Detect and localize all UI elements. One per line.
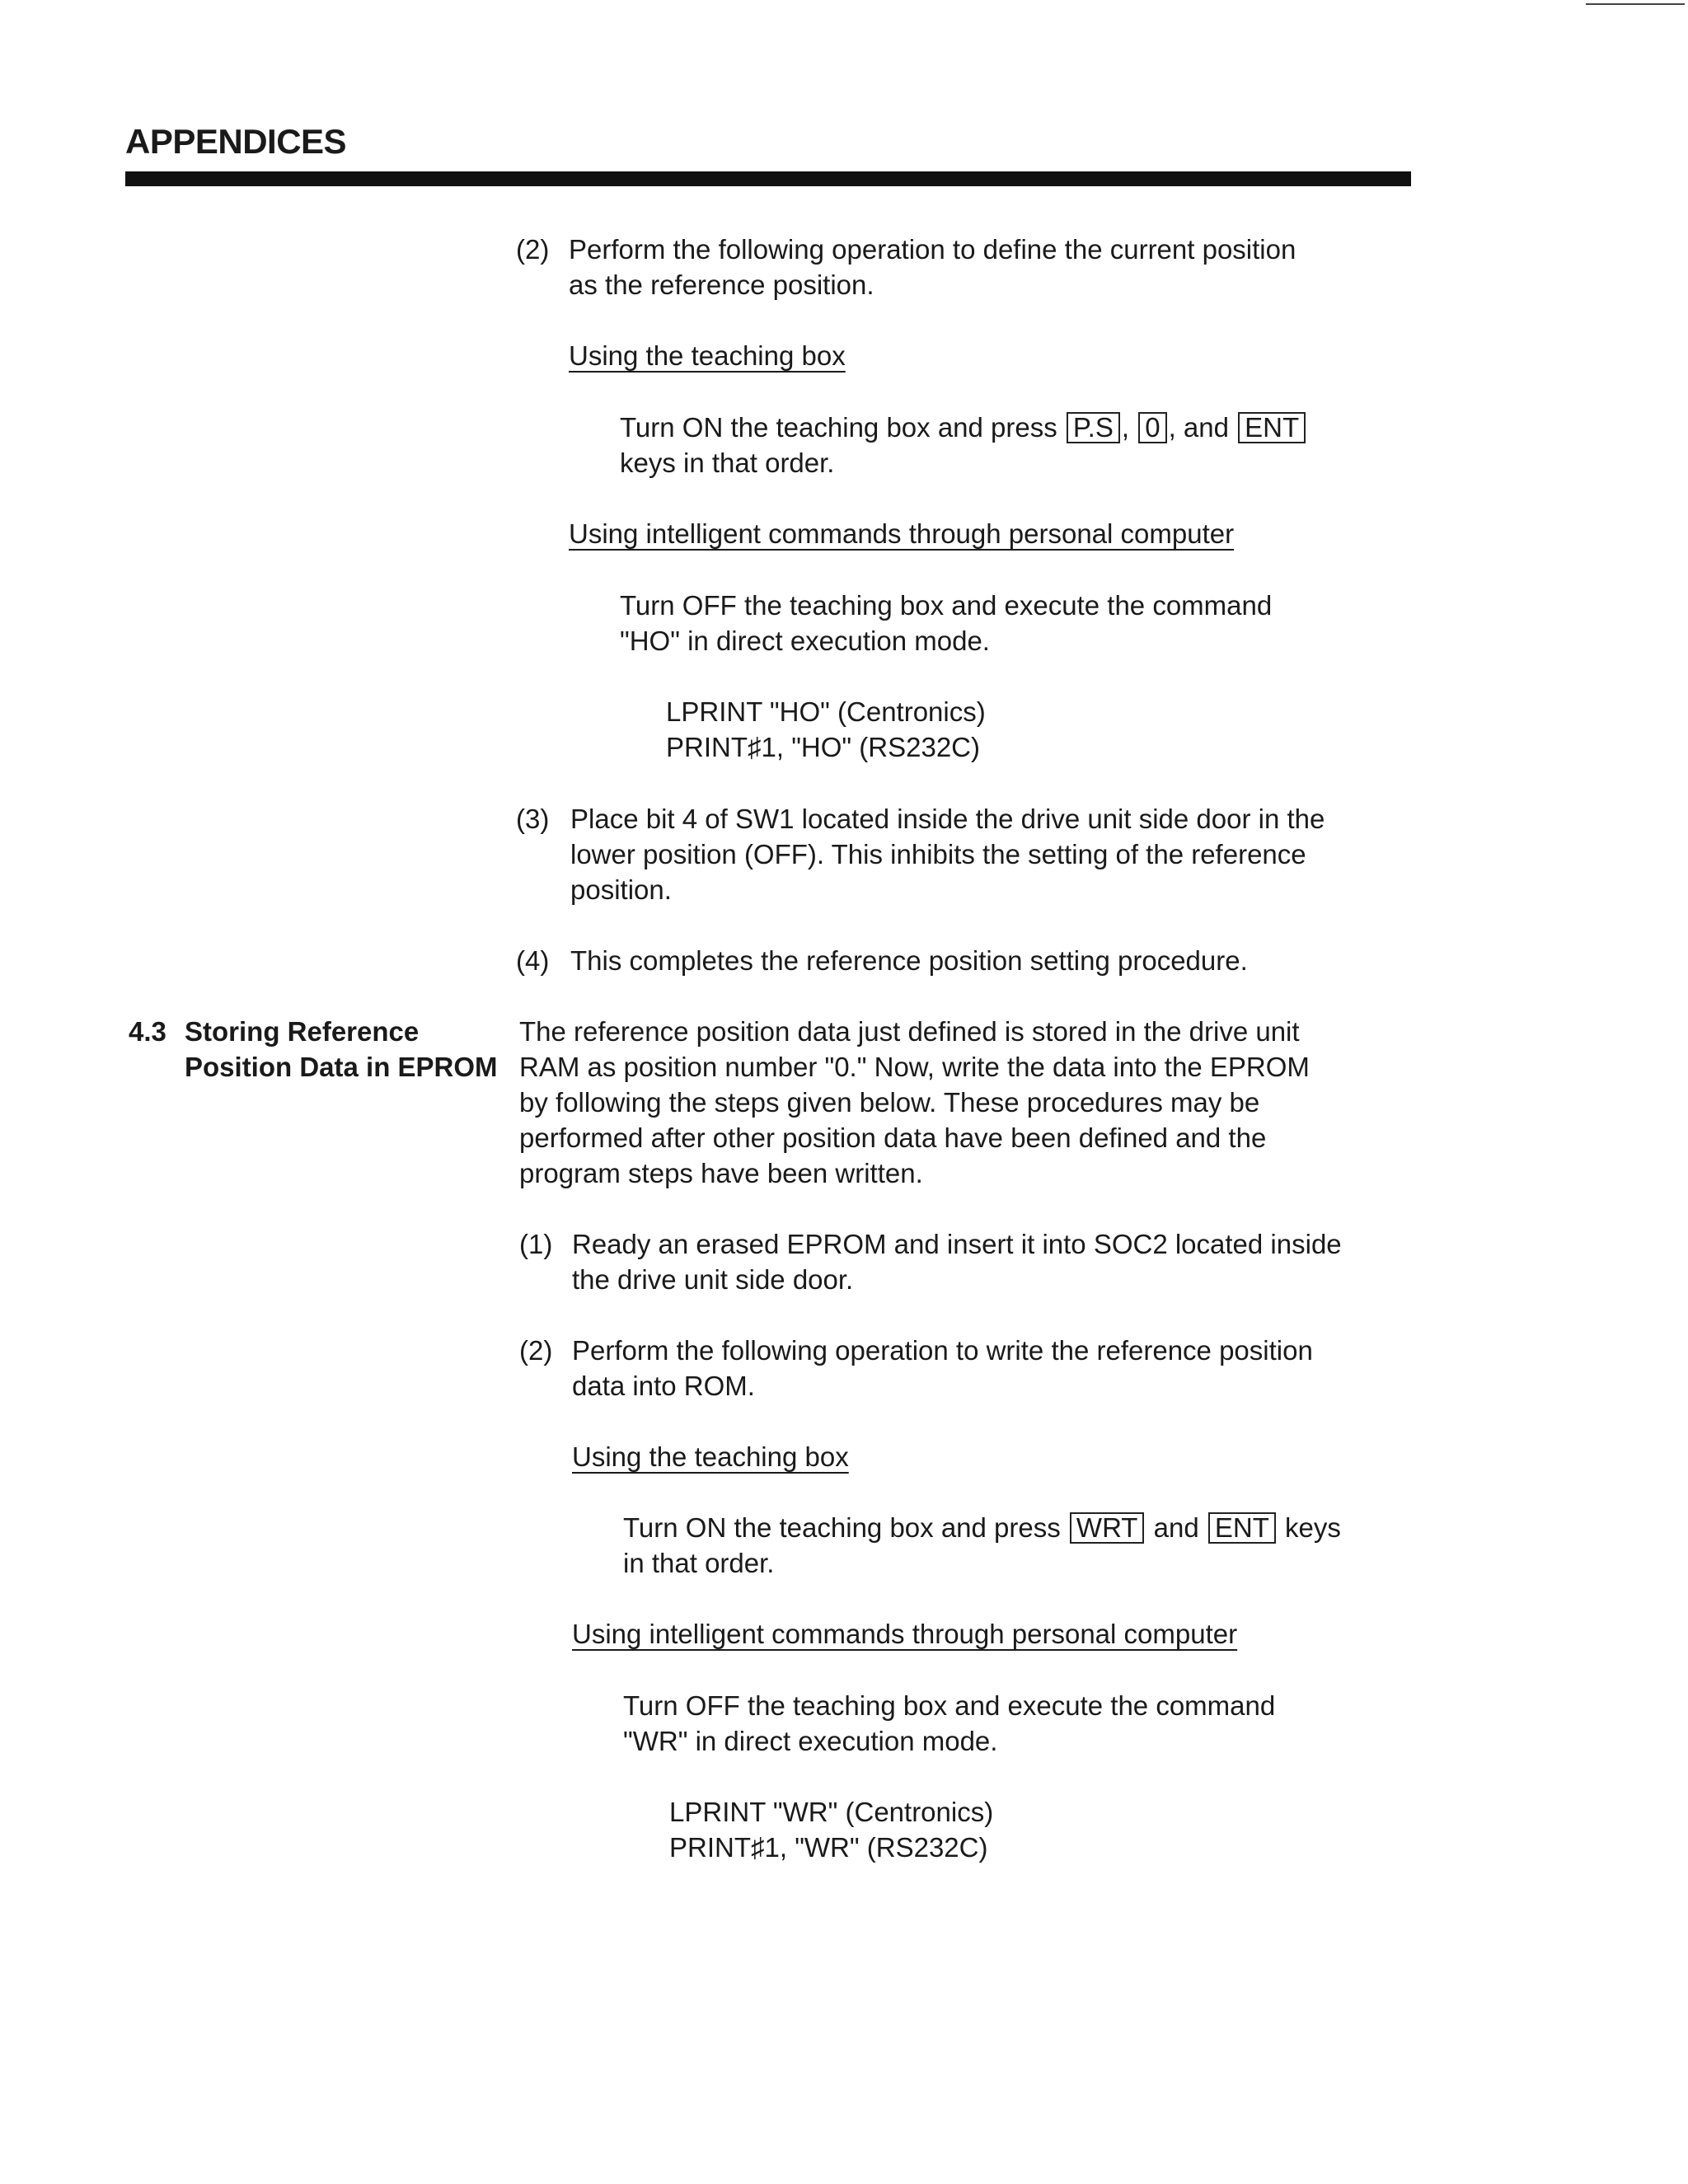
instruction-text: "WR" in direct execution mode. [623,1726,998,1756]
section-title: Position Data in EPROM [185,1052,498,1082]
key-ent: ENT [1238,412,1306,443]
code-line: LPRINT "WR" (Centronics) [669,1797,994,1827]
section-title: Storing Reference [185,1016,420,1047]
step-text: lower position (OFF). This inhibits the setting of the reference [570,839,1306,869]
paragraph-line: The reference position data just defined is stored in the drive unit [519,1016,1300,1047]
step-text: Perform the following operation to write the reference position [572,1335,1313,1366]
instruction-text: keys [1285,1512,1341,1543]
subheading-teaching-box: Using the teaching box [569,340,846,371]
subheading-personal-computer: Using intelligent commands through personal computer [572,1619,1238,1649]
page-heading: APPENDICES [125,122,347,161]
key-ps: P.S [1067,412,1120,443]
instruction-line [620,410,1307,445]
instruction-line [623,1510,1341,1545]
subheading-personal-computer: Using intelligent commands through personal computer [569,518,1235,549]
step-text: the drive unit side door. [572,1264,854,1295]
paragraph-line: by following the steps given below. These procedures may be [519,1087,1260,1118]
key-0: 0 [1138,412,1166,443]
step-text: Place bit 4 of SW1 located inside the drive unit side door in the [570,804,1325,834]
step-text: as the reference position. [569,269,874,300]
key-wrt: WRT [1070,1512,1145,1544]
instruction-text: Turn OFF the teaching box and execute the command [620,590,1273,621]
heading-rule [125,171,1411,186]
step-number: (2) [516,234,550,265]
instruction-text: keys in that order. [620,448,835,478]
instruction-text: Turn ON the teaching box and press [623,1512,1061,1543]
paragraph-line: performed after other position data have been defined and the [519,1122,1267,1153]
instruction-text: Turn ON the teaching box and press [620,412,1057,443]
instruction-text: in that order. [623,1548,775,1578]
step-number: (4) [516,945,550,976]
separator: , [1121,412,1130,443]
conjunction: and [1153,1512,1199,1543]
code-line: PRINT♯1, "WR" (RS232C) [669,1832,988,1863]
section-number: 4.3 [129,1016,166,1047]
separator: , and [1168,412,1229,443]
paragraph-line: RAM as position number "0." Now, write the data into the EPROM [519,1052,1310,1082]
step-text: data into ROM. [572,1371,755,1401]
paragraph-line: program steps have been written. [519,1158,923,1188]
step-text: Ready an erased EPROM and insert it into SOC2 located inside [572,1229,1342,1259]
code-line: LPRINT "HO" (Centronics) [666,696,986,727]
instruction-text: "HO" in direct execution mode. [620,626,990,656]
key-ent: ENT [1208,1512,1276,1544]
corner-rule [1586,3,1685,5]
instruction-text: Turn OFF the teaching box and execute the command [623,1690,1276,1721]
step-number: (1) [519,1229,553,1259]
step-text: position. [570,874,672,905]
step-text: Perform the following operation to define the current position [569,234,1296,265]
step-number: (3) [516,804,550,834]
step-text: This completes the reference position setting procedure. [570,945,1248,976]
subheading-teaching-box: Using the teaching box [572,1441,849,1472]
step-number: (2) [519,1335,553,1366]
code-line: PRINT♯1, "HO" (RS232C) [666,732,980,762]
